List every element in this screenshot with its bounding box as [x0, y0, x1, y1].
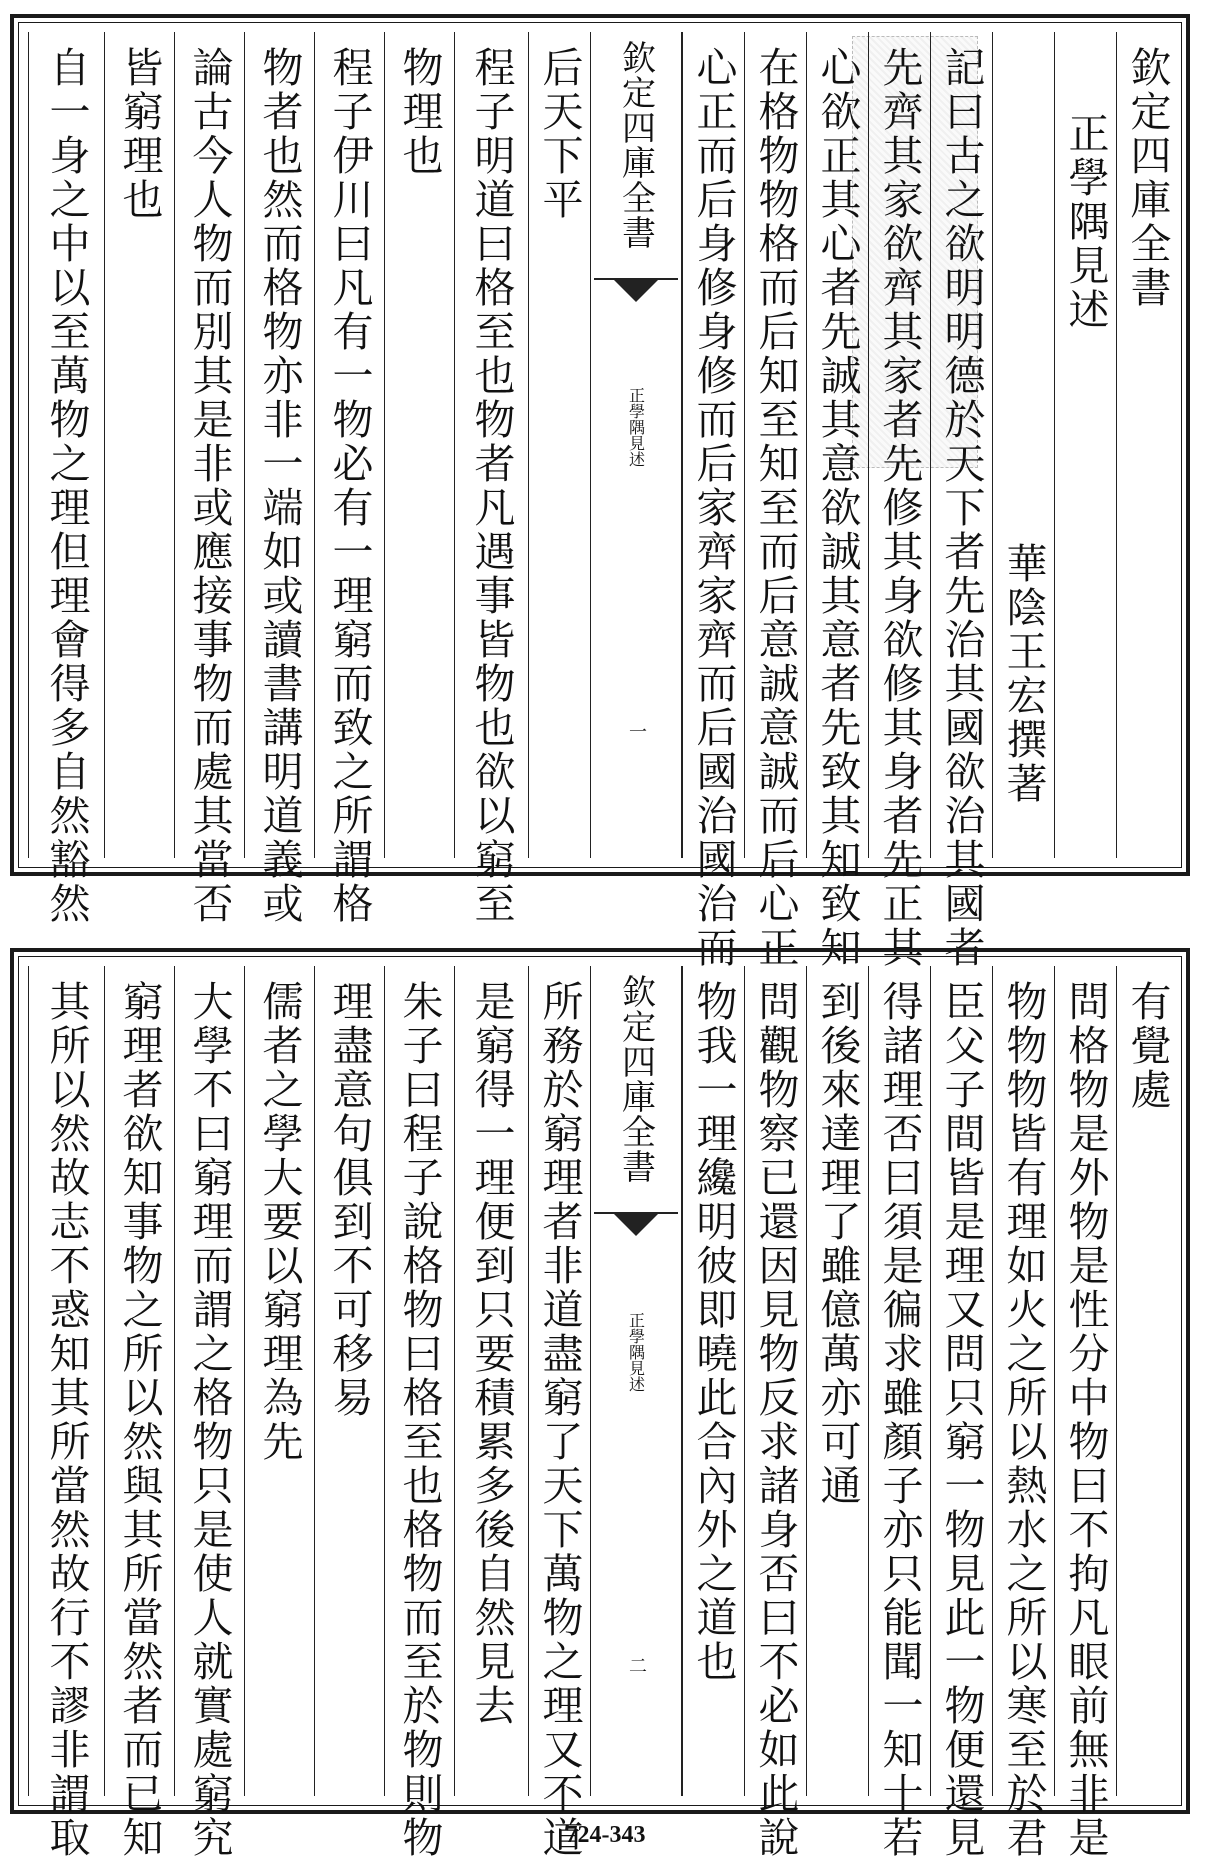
- text-column: [682, 32, 744, 970]
- short-title: 正學隅見述: [626, 1312, 646, 1392]
- text-column: [174, 32, 244, 926]
- column-text: 心欲正其心者先誠其意欲誠其意者先致其知致知: [813, 46, 862, 970]
- text-column: [868, 32, 930, 970]
- text-column: [28, 966, 104, 1860]
- column-text: 物者也然而格物亦非一端如或讀書講明道義或: [255, 46, 304, 926]
- text-column: [744, 966, 806, 1860]
- text-column: [930, 966, 992, 1860]
- text-column: [28, 32, 104, 926]
- text-column: [244, 32, 314, 926]
- text-column: [806, 966, 868, 1796]
- short-title: 正學隅見述: [626, 387, 646, 467]
- column-text: 理盡意句俱到不可移易: [325, 980, 374, 1420]
- center-header: [590, 966, 682, 1796]
- column-text: 得諸理否曰須是徧求雖顏子亦只能聞一知十若: [875, 980, 924, 1860]
- column-text: 儒者之學大要以窮理為先: [255, 980, 304, 1464]
- center-header: [590, 32, 682, 858]
- text-column: [806, 32, 868, 970]
- text-column: [1116, 966, 1178, 1796]
- fishtail-ornament: [594, 1212, 678, 1248]
- text-column: [454, 32, 528, 926]
- column-text: 大學不曰窮理而謂之格物只是使人就實處窮究: [185, 980, 234, 1860]
- column-text: 其所以然故志不惑知其所當然故行不謬非謂取: [42, 980, 91, 1860]
- text-column: [244, 966, 314, 1796]
- book-title: 欽定四庫全書: [615, 974, 656, 1184]
- text-column: [528, 966, 590, 1860]
- text-column: [930, 32, 992, 970]
- column-text: 物理也: [395, 46, 444, 178]
- text-column: [104, 966, 174, 1860]
- text-column: [384, 32, 454, 858]
- text-column: [1116, 32, 1178, 858]
- column-text: 臣父子間皆是理又問只窮一物見此一物便還見: [937, 980, 986, 1860]
- text-column: [314, 966, 384, 1796]
- folio-number: 二: [626, 1656, 647, 1674]
- text-column: [314, 32, 384, 926]
- text-column: [454, 966, 528, 1796]
- text-column: [528, 32, 590, 858]
- text-column: [1054, 966, 1116, 1860]
- column-text: 欽定四庫全書: [1123, 46, 1172, 310]
- fishtail-ornament: [594, 278, 678, 314]
- column-text: 心正而后身修身修而后家齊家齊而后國治國治而: [689, 46, 738, 970]
- text-column: [384, 966, 454, 1860]
- column-text: 物物物皆有理如火之所以熱水之所以寒至於君: [999, 980, 1048, 1860]
- text-column: [1054, 32, 1116, 858]
- text-column: [744, 32, 806, 970]
- column-text: 是窮得一理便到只要積累多後自然見去: [467, 980, 516, 1728]
- column-text: 物我一理纔明彼即曉此合內外之道也: [689, 980, 738, 1684]
- column-text: 在格物物格而后知至知至而后意誠意誠而后心正: [751, 46, 800, 970]
- column-text: 華陰王宏撰著: [999, 542, 1048, 806]
- text-column: [682, 966, 744, 1796]
- page-number: 724-343: [565, 1822, 646, 1848]
- column-text: 窮理者欲知事物之所以然與其所當然者而已知: [115, 980, 164, 1860]
- column-text: 程子明道曰格至也物者凡遇事皆物也欲以窮至: [467, 46, 516, 926]
- column-text: 記曰古之欲明明德於天下者先治其國欲治其國者: [937, 46, 986, 970]
- column-text: 有覺處: [1123, 980, 1172, 1112]
- column-text: 到後來達理了雖億萬亦可通: [813, 980, 862, 1508]
- column-text: 朱子曰程子說格物曰格至也格物而至於物則物: [395, 980, 444, 1860]
- text-column: [992, 966, 1054, 1860]
- folio-number: 一: [626, 722, 647, 740]
- text-column: [868, 966, 930, 1860]
- column-text: 正學隅見述: [1061, 112, 1110, 332]
- text-column: [174, 966, 244, 1860]
- column-text: 自一身之中以至萬物之理但理會得多自然豁然: [42, 46, 91, 926]
- column-text: 論古今人物而別其是非或應接事物而處其當否: [185, 46, 234, 926]
- text-column: [104, 32, 174, 858]
- column-text: 所務於窮理者非道盡窮了天下萬物之理又不道: [535, 980, 584, 1860]
- column-text: 皆窮理也: [115, 46, 164, 222]
- column-text: 問觀物察已還因見物反求諸身否曰不必如此說: [751, 980, 800, 1860]
- column-text: 程子伊川曰凡有一物必有一理窮而致之所謂格: [325, 46, 374, 926]
- column-text: 后天下平: [535, 46, 584, 222]
- text-column: [992, 32, 1054, 858]
- page-top: [10, 14, 1190, 970]
- book-title: 欽定四庫全書: [615, 40, 656, 250]
- column-text: 問格物是外物是性分中物曰不拘凡眼前無非是: [1061, 980, 1110, 1860]
- column-text: 先齊其家欲齊其家者先修其身欲修其身者先正其: [875, 46, 924, 970]
